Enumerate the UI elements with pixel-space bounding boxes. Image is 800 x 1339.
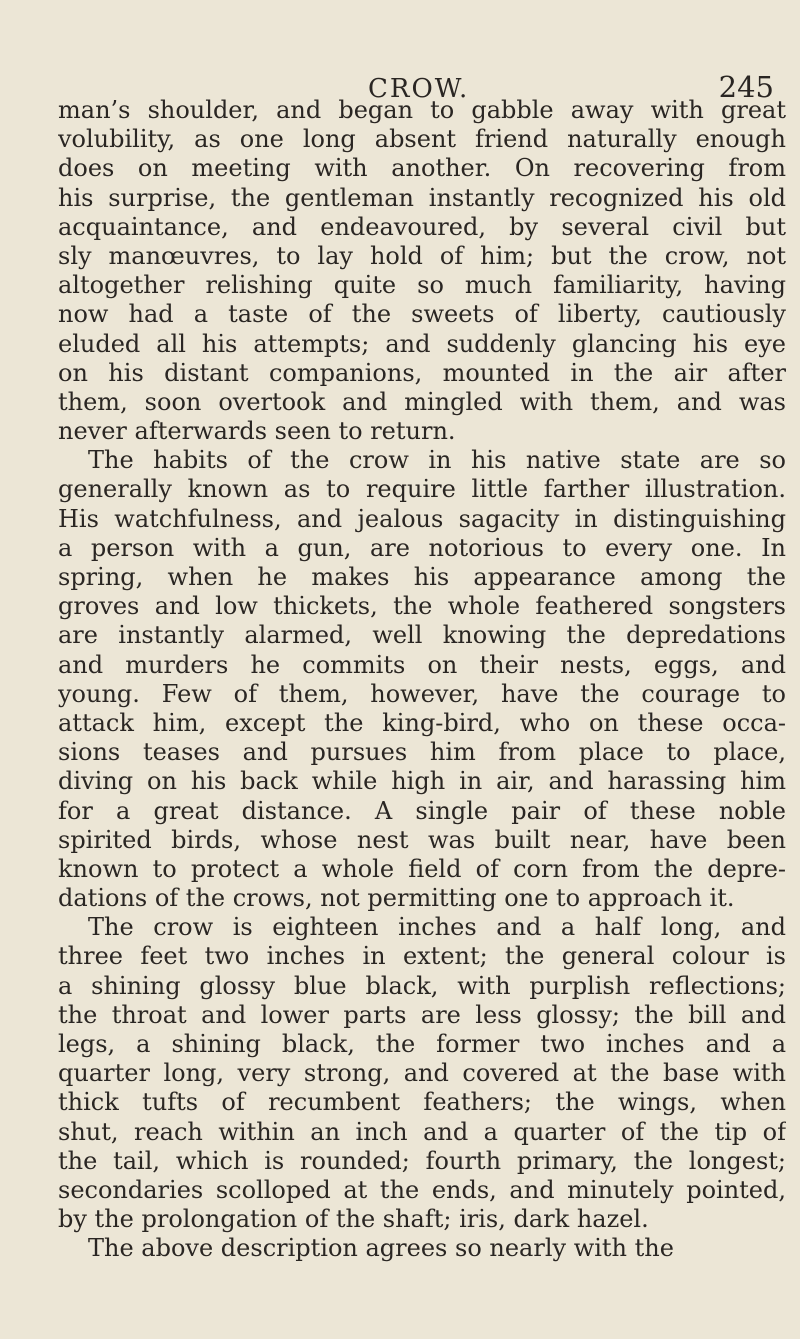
text-line: young. Few of them, however, have the courage to [58, 679, 786, 708]
text-line: groves and low thickets, the whole feathered songsters [58, 592, 786, 621]
text-line: His watchfulness, and jealous sagacity in distinguishing [58, 504, 786, 533]
text-line: diving on his back while high in air, and harassing him [58, 767, 786, 796]
text-line: never afterwards seen to return. [58, 417, 456, 446]
text-line: and murders he commits on their nests, eggs, and [58, 650, 786, 679]
text-line: generally known as to require little farther illustration. [58, 475, 786, 504]
text-line: sly manœuvres, to lay hold of him; but the crow, not [58, 241, 786, 270]
text-line: his surprise, the gentleman instantly recognized his old [58, 183, 786, 212]
page-header [58, 0, 786, 104]
text-line: shut, reach within an inch and a quarter of the tip of [58, 1117, 786, 1146]
text-line: sions teases and pursues him from place to place, [58, 738, 786, 767]
text-line: known to protect a whole field of corn from the depre- [58, 854, 786, 883]
text-line: secondaries scolloped at the ends, and minutely pointed, [58, 1175, 786, 1204]
text-line: spring, when he makes his appearance among the [58, 563, 786, 591]
paragraph-start-line: The crow is eighteen inches and a half long, and [88, 913, 786, 942]
text-line: by the prolongation of the shaft; iris, dark hazel. [58, 1205, 649, 1234]
text-line: legs, a shining black, the former two inches and a [58, 1030, 786, 1058]
text-line: on his distant companions, mounted in the air after [58, 358, 786, 387]
text-line: man’s shoulder, and began to gabble away with great [58, 96, 786, 124]
page-number: 245 [718, 70, 774, 104]
text-line: altogether relishing quite so much familiarity, having [58, 271, 786, 300]
text-line: quarter long, very strong, and covered at the base with [58, 1059, 786, 1088]
text-line: eluded all his attempts; and suddenly glancing his eye [58, 329, 786, 358]
text-line: for a great distance. A single pair of these noble [58, 796, 786, 825]
text-line: does on meeting with another. On recovering from [58, 154, 786, 183]
text-line: now had a taste of the sweets of liberty, cautiously [58, 300, 786, 329]
text-line: volubility, as one long absent friend naturally enough [58, 125, 786, 154]
text-line: three feet two inches in extent; the general colour is [58, 942, 786, 971]
paragraph-start-line: The above description agrees so nearly with the [88, 1234, 674, 1263]
text-line: a shining glossy blue black, with purplish reflections; [58, 971, 786, 1000]
text-line: acquaintance, and endeavoured, by several civil but [58, 212, 786, 241]
text-line: them, soon overtook and mingled with them, and was [58, 387, 786, 416]
running-head: CROW. [368, 74, 470, 104]
text-line: a person with a gun, are notorious to every one. In [58, 533, 786, 562]
text-line: dations of the crows, not permitting one to approach it. [58, 884, 735, 913]
body-text [58, 96, 786, 1264]
text-line: the tail, which is rounded; fourth primary, the longest; [58, 1146, 786, 1175]
text-line: attack him, except the king-bird, who on these occa- [58, 708, 786, 737]
text-line: spirited birds, whose nest was built near, have been [58, 825, 786, 854]
text-line: thick tufts of recumbent feathers; the wings, when [58, 1088, 786, 1117]
text-line: the throat and lower parts are less glossy; the bill and [58, 1000, 786, 1029]
text-line: are instantly alarmed, well knowing the depredations [58, 621, 786, 650]
paragraph-start-line: The habits of the crow in his native state are so [88, 446, 786, 475]
